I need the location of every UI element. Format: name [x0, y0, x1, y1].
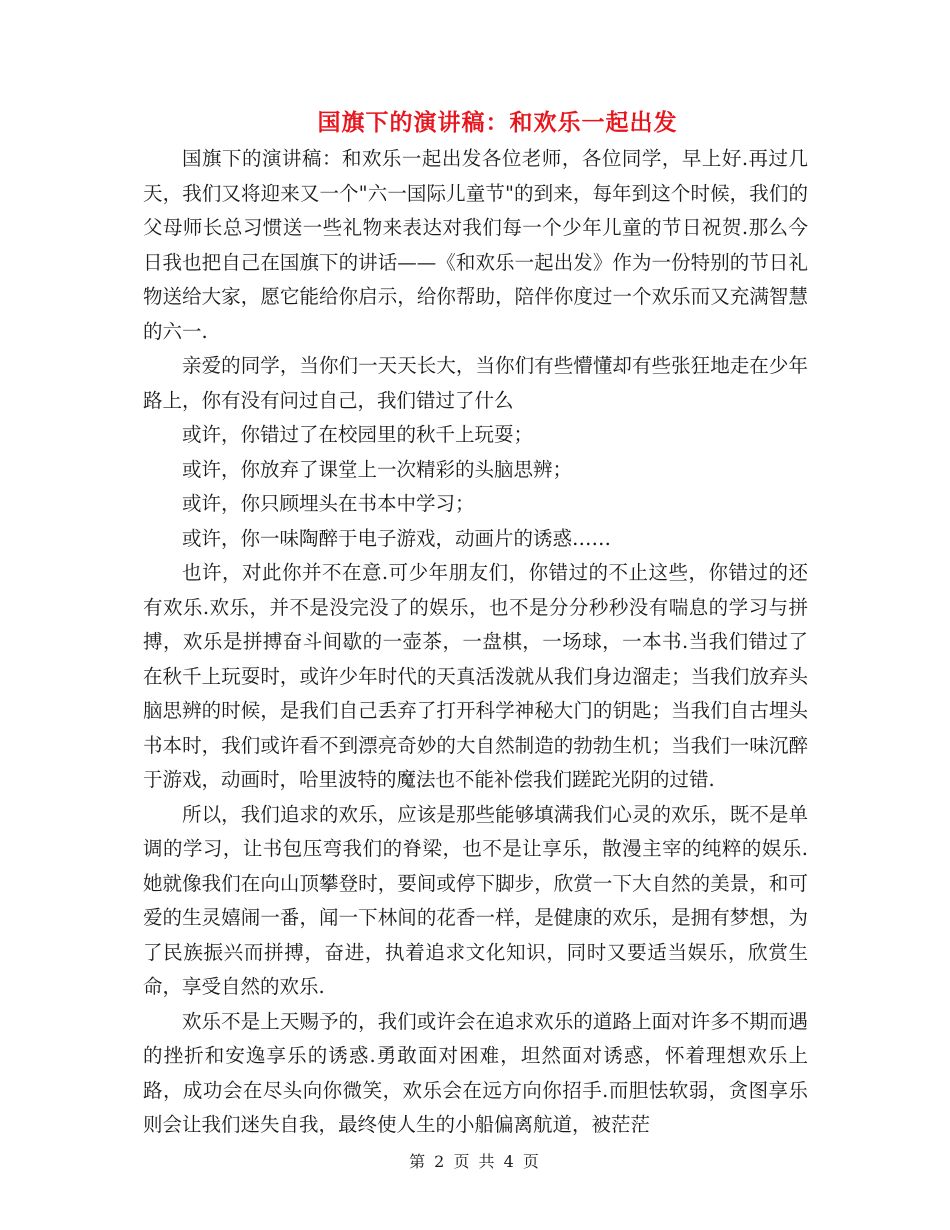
- paragraph: 国旗下的演讲稿：和欢乐一起出发各位老师，各位同学，早上好.再过几天，我们又将迎来又一个"六一国际儿童节"的到来，每年到这个时候，我们的父母师长总习惯送一些礼物来表达对我们每一个少年儿童的节日祝贺.那么今日我也把自己在国旗下的讲话——《和欢乐一起出发》作为一份特别的节日礼物送给大家，愿它能给你启示，给你帮助，陪伴你度过一个欢乐而又充满智慧的六一.: [143, 147, 808, 343]
- paragraph: 或许，你只顾埋头在书本中学习；: [182, 492, 475, 515]
- paragraph: 欢乐不是上天赐予的，我们或许会在追求欢乐的道路上面对许多不期而遇的挫折和安逸享乐的诱惑.勇敢面对困难，坦然面对诱惑，怀着理想欢乐上路，成功会在尽头向你微笑，欢乐会在远方向你招手.而胆怯软弱，贪图享乐则会让我们迷失自我，最终使人生的小船偏离航道，被茫茫: [143, 1009, 808, 1136]
- paragraph: 或许，你错过了在校园里的秋千上玩耍；: [182, 423, 534, 446]
- paragraph: 或许，你一味陶醉于电子游戏，动画片的诱惑……: [182, 526, 612, 550]
- paragraph: 或许，你放弃了课堂上一次精彩的头脑思辨；: [182, 457, 573, 481]
- document-title: 国旗下的演讲稿：和欢乐一起出发: [317, 109, 678, 136]
- paragraph: 也许，对此你并不在意.可少年朋友们，你错过的不止这些，你错过的还有欢乐.欢乐，并不是没完没了的娱乐，也不是分分秒秒没有喘息的学习与拼搏，欢乐是拼搏奋斗间歇的一壶茶，一盘棋，一场球，一本书.当我们错过了在秋千上玩耍时，或许少年时代的天真活泼就从我们身边溜走；当我们放弃头脑思辨的时候，是我们自己丢弃了打开科学神秘大门的钥匙；当我们自古埋头书本时，我们或许看不到漂亮奇妙的大自然制造的勃勃生机；当我们一味沉醉于游戏，动画时，哈里波特的魔法也不能补偿我们蹉跎光阴的过错.: [143, 561, 808, 791]
- paragraph: 亲爱的同学，当你们一天天长大，当你们有些懵懂却有些张狂地走在少年路上，你有没有问过自己，我们错过了什么: [143, 354, 808, 412]
- page-number-footer: 第 2 页 共 4 页: [409, 1152, 541, 1171]
- paragraph: 所以，我们追求的欢乐，应该是那些能够填满我们心灵的欢乐，既不是单调的学习，让书包压弯我们的脊梁，也不是让享乐，散漫主宰的纯粹的娱乐.她就像我们在向山顶攀登时，要间或停下脚步，欣赏一下大自然的美景，和可爱的生灵嬉闹一番，闻一下林间的花香一样，是健康的欢乐，是拥有梦想，为了民族振兴而拼搏，奋进，执着追求文化知识，同时又要适当娱乐，欣赏生命，享受自然的欢乐.: [143, 802, 808, 998]
- document-body: [143, 142, 808, 1143]
